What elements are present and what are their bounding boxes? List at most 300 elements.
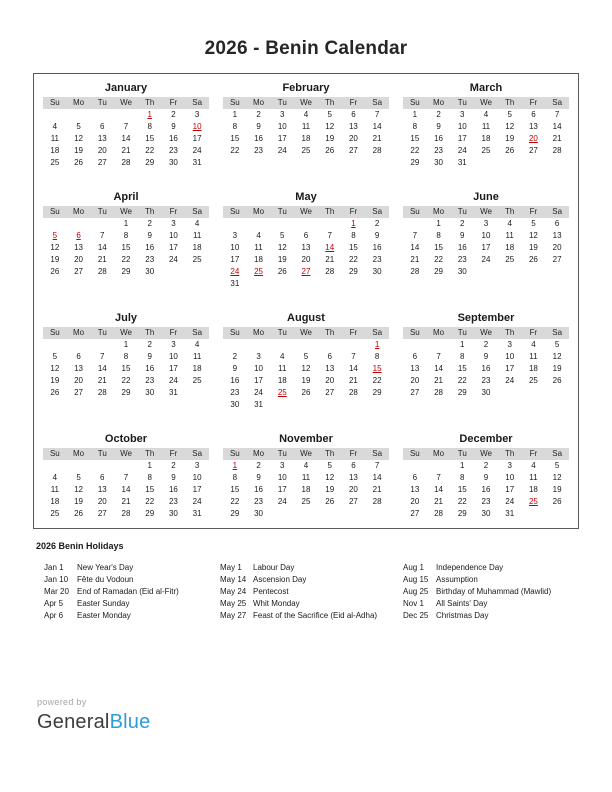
day-cell: 14: [434, 485, 444, 494]
holiday-date: May 27: [220, 611, 247, 620]
day-cell: 12: [277, 243, 287, 252]
day-cell: 28: [348, 388, 358, 397]
holiday-day-cell: 1: [374, 340, 380, 349]
day-cell: 5: [52, 352, 58, 361]
weekday-header: Su: [223, 206, 247, 218]
weekday-header: Su: [403, 97, 427, 109]
weekday-header: Tu: [270, 206, 294, 218]
holidays-section: [36, 541, 612, 622]
day-cell: 1: [412, 110, 418, 119]
weekday-header: Fr: [162, 327, 186, 339]
weekday-header: Fr: [342, 97, 366, 109]
day-cell: 14: [348, 364, 358, 373]
day-cell: 17: [230, 255, 240, 264]
day-cell: 7: [412, 231, 418, 240]
month-day-grid: [43, 206, 209, 278]
day-cell: 10: [168, 231, 178, 240]
day-cell: 3: [232, 231, 238, 240]
day-cell: 8: [123, 231, 129, 240]
holiday-name: Independence Day: [436, 563, 504, 572]
day-cell: 25: [505, 255, 515, 264]
day-cell: 27: [552, 255, 562, 264]
day-cell: 16: [230, 376, 240, 385]
day-cell: 21: [434, 497, 444, 506]
day-cell: 23: [434, 146, 444, 155]
weekday-header: Th: [318, 448, 342, 460]
weekday-header: Sa: [545, 327, 569, 339]
months-grid: [43, 82, 569, 520]
holiday-entry: [403, 586, 612, 598]
empty-day-cell: [223, 218, 247, 230]
holiday-day-cell: 14: [325, 243, 335, 252]
day-cell: 28: [552, 146, 562, 155]
day-cell: 2: [256, 110, 261, 119]
day-cell: 27: [410, 388, 420, 397]
day-cell: 22: [145, 497, 155, 506]
day-cell: 18: [505, 243, 515, 252]
day-cell: 18: [254, 255, 264, 264]
day-cell: 21: [552, 134, 562, 143]
weekday-header: Su: [403, 206, 427, 218]
day-cell: 8: [351, 231, 356, 240]
holiday-day-cell: 20: [528, 134, 538, 143]
day-cell: 6: [412, 473, 418, 482]
day-cell: 29: [457, 388, 467, 397]
weekday-header: We: [474, 327, 498, 339]
day-cell: 18: [50, 497, 60, 506]
weekday-header: Fr: [522, 448, 546, 460]
holiday-date: Jan 10: [44, 575, 69, 584]
day-cell: 20: [552, 243, 562, 252]
weekday-header: Su: [43, 206, 67, 218]
day-cell: 3: [194, 461, 200, 470]
month-day-grid: [403, 206, 569, 278]
day-cell: 17: [254, 376, 264, 385]
day-cell: 27: [410, 509, 420, 518]
weekday-header: Fr: [162, 206, 186, 218]
day-cell: 7: [374, 110, 380, 119]
day-cell: 8: [460, 473, 465, 482]
weekday-header: Fr: [162, 448, 186, 460]
day-cell: 3: [507, 340, 512, 349]
day-cell: 15: [457, 485, 467, 494]
empty-day-cell: [403, 460, 427, 472]
day-cell: 28: [97, 267, 107, 276]
day-cell: 28: [410, 267, 420, 276]
day-cell: 14: [410, 243, 420, 252]
holiday-entry: [220, 586, 403, 598]
day-cell: 26: [277, 267, 287, 276]
empty-day-cell: [67, 109, 91, 121]
day-cell: 12: [325, 122, 335, 131]
weekday-header: Fr: [342, 206, 366, 218]
empty-day-cell: [318, 339, 342, 351]
day-cell: 11: [481, 122, 491, 131]
weekday-header: Fr: [522, 206, 546, 218]
day-cell: 29: [145, 509, 155, 518]
day-cell: 27: [325, 388, 335, 397]
weekday-header: Su: [403, 327, 427, 339]
day-cell: 18: [50, 146, 60, 155]
month-december: [403, 433, 569, 520]
day-cell: 12: [74, 485, 84, 494]
day-cell: 6: [303, 231, 309, 240]
day-cell: 16: [481, 485, 491, 494]
empty-day-cell: [43, 218, 67, 230]
empty-day-cell: [427, 460, 451, 472]
weekday-header: Fr: [162, 97, 186, 109]
day-cell: 4: [531, 340, 536, 349]
day-cell: 10: [277, 473, 287, 482]
day-cell: 19: [277, 255, 287, 264]
day-cell: 7: [351, 352, 356, 361]
day-cell: 22: [372, 376, 382, 385]
day-cell: 14: [97, 243, 107, 252]
day-cell: 10: [505, 473, 515, 482]
holiday-day-cell: 1: [232, 461, 238, 470]
day-cell: 26: [552, 376, 562, 385]
day-cell: 14: [121, 485, 131, 494]
day-cell: 27: [528, 146, 538, 155]
weekday-header: Su: [223, 448, 247, 460]
day-cell: 18: [528, 364, 538, 373]
day-cell: 29: [434, 267, 444, 276]
day-cell: 22: [457, 497, 467, 506]
day-cell: 31: [168, 388, 178, 397]
day-cell: 29: [372, 388, 382, 397]
day-cell: 30: [230, 400, 240, 409]
holiday-name: Assumption: [436, 575, 478, 584]
day-cell: 17: [277, 485, 287, 494]
weekday-header: Sa: [365, 448, 389, 460]
day-cell: 1: [123, 340, 129, 349]
day-cell: 17: [192, 134, 202, 143]
day-cell: 22: [434, 255, 444, 264]
day-cell: 12: [74, 134, 84, 143]
day-cell: 1: [123, 219, 129, 228]
weekday-header: Th: [498, 327, 522, 339]
day-cell: 22: [230, 146, 240, 155]
weekday-header: We: [114, 448, 138, 460]
day-cell: 4: [483, 110, 489, 119]
day-cell: 18: [301, 485, 311, 494]
day-cell: 14: [552, 122, 562, 131]
holiday-name: Labour Day: [253, 563, 295, 572]
day-cell: 9: [460, 231, 465, 240]
day-cell: 22: [457, 376, 467, 385]
day-cell: 30: [457, 267, 467, 276]
footer: [37, 697, 150, 734]
month-day-grid: [403, 448, 569, 520]
month-day-grid: [223, 97, 389, 157]
empty-day-cell: [403, 339, 427, 351]
day-cell: 16: [168, 485, 178, 494]
weekday-header: Mo: [247, 448, 271, 460]
day-cell: 20: [74, 255, 84, 264]
day-cell: 2: [256, 461, 261, 470]
day-cell: 25: [50, 509, 60, 518]
weekday-header: Th: [138, 327, 162, 339]
holiday-entry: [44, 574, 220, 586]
day-cell: 22: [145, 146, 155, 155]
day-cell: 5: [303, 352, 309, 361]
day-cell: 11: [50, 485, 59, 494]
day-cell: 2: [147, 340, 152, 349]
day-cell: 5: [76, 473, 81, 482]
weekday-header: Tu: [270, 97, 294, 109]
day-cell: 5: [507, 110, 512, 119]
day-cell: 10: [481, 231, 491, 240]
day-cell: 9: [147, 352, 152, 361]
day-cell: 8: [147, 122, 152, 131]
day-cell: 29: [145, 158, 155, 167]
brand-logo: [37, 711, 150, 734]
weekday-header: Tu: [450, 206, 474, 218]
holiday-entry: [44, 610, 220, 622]
day-cell: 13: [410, 485, 420, 494]
holiday-entry: [220, 610, 403, 622]
weekday-header: We: [114, 206, 138, 218]
day-cell: 13: [410, 364, 420, 373]
day-cell: 19: [552, 364, 562, 373]
day-cell: 30: [481, 509, 491, 518]
month-july: [43, 312, 209, 399]
month-day-grid: [43, 448, 209, 520]
day-cell: 24: [192, 146, 202, 155]
day-cell: 13: [74, 243, 84, 252]
holiday-day-cell: 27: [301, 267, 311, 276]
day-cell: 10: [277, 122, 287, 131]
holiday-name: Fête du Vodoun: [77, 575, 134, 584]
day-cell: 27: [97, 509, 107, 518]
day-cell: 16: [372, 243, 382, 252]
day-cell: 20: [410, 497, 420, 506]
weekday-header: Th: [498, 97, 522, 109]
day-cell: 10: [230, 243, 240, 252]
day-cell: 4: [303, 110, 309, 119]
day-cell: 30: [434, 158, 444, 167]
holiday-entry: [220, 562, 403, 574]
day-cell: 17: [277, 134, 287, 143]
holiday-day-cell: 1: [147, 110, 152, 119]
day-cell: 9: [436, 122, 441, 131]
weekday-header: Tu: [450, 97, 474, 109]
day-cell: 11: [529, 352, 538, 361]
holiday-date: Aug 15: [403, 575, 429, 584]
day-cell: 26: [301, 388, 311, 397]
weekday-header: Tu: [270, 448, 294, 460]
day-cell: 2: [483, 340, 489, 349]
empty-day-cell: [90, 218, 114, 230]
weekday-header: Su: [223, 327, 247, 339]
month-day-grid: [223, 448, 389, 520]
day-cell: 24: [505, 376, 515, 385]
month-day-grid: [223, 206, 389, 290]
day-cell: 30: [145, 267, 155, 276]
month-april: [43, 191, 209, 278]
month-september: [403, 312, 569, 399]
day-cell: 12: [325, 473, 335, 482]
day-cell: 23: [168, 497, 178, 506]
day-cell: 26: [74, 509, 84, 518]
day-cell: 8: [460, 352, 465, 361]
weekday-header: We: [294, 448, 318, 460]
month-title: March: [469, 82, 503, 94]
day-cell: 29: [457, 509, 467, 518]
day-cell: 31: [192, 509, 202, 518]
day-cell: 9: [483, 352, 489, 361]
day-cell: 18: [301, 134, 311, 143]
holiday-entry: [44, 586, 220, 598]
weekday-header: Th: [498, 206, 522, 218]
holiday-name: Easter Monday: [77, 611, 131, 620]
weekday-header: Th: [318, 206, 342, 218]
day-cell: 27: [97, 158, 107, 167]
day-cell: 23: [230, 388, 240, 397]
day-cell: 13: [552, 231, 562, 240]
day-cell: 17: [168, 364, 178, 373]
empty-day-cell: [427, 339, 451, 351]
day-cell: 30: [481, 388, 491, 397]
day-cell: 24: [277, 497, 287, 506]
holiday-date: May 14: [220, 575, 247, 584]
day-cell: 16: [168, 134, 178, 143]
day-cell: 13: [97, 134, 107, 143]
day-cell: 29: [121, 267, 131, 276]
day-cell: 21: [434, 376, 444, 385]
weekday-header: Mo: [427, 448, 451, 460]
holiday-name: Easter Sunday: [77, 599, 130, 608]
day-cell: 24: [192, 497, 202, 506]
day-cell: 23: [254, 497, 264, 506]
day-cell: 12: [505, 122, 515, 131]
empty-day-cell: [403, 218, 427, 230]
day-cell: 10: [505, 352, 515, 361]
day-cell: 13: [325, 364, 335, 373]
day-cell: 29: [230, 509, 240, 518]
month-day-grid: [223, 327, 389, 411]
day-cell: 27: [74, 388, 84, 397]
weekday-header: Sa: [185, 327, 209, 339]
day-cell: 10: [457, 122, 467, 131]
day-cell: 25: [481, 146, 491, 155]
day-cell: 24: [277, 146, 287, 155]
day-cell: 22: [410, 146, 420, 155]
day-cell: 13: [74, 364, 84, 373]
day-cell: 16: [254, 485, 264, 494]
day-cell: 28: [434, 388, 444, 397]
day-cell: 28: [325, 267, 335, 276]
weekday-header: Fr: [342, 448, 366, 460]
day-cell: 6: [351, 461, 356, 470]
holiday-column: [403, 562, 612, 622]
weekday-header: Sa: [545, 448, 569, 460]
day-cell: 31: [230, 279, 240, 288]
day-cell: 2: [436, 110, 441, 119]
holiday-day-cell: 25: [528, 497, 538, 506]
weekday-header: Sa: [545, 206, 569, 218]
day-cell: 23: [145, 255, 155, 264]
day-cell: 7: [374, 461, 380, 470]
weekday-header: Th: [138, 206, 162, 218]
empty-day-cell: [342, 339, 366, 351]
day-cell: 4: [194, 219, 200, 228]
weekday-header: Tu: [90, 206, 114, 218]
holiday-name: New Year's Day: [77, 563, 134, 572]
calendar-box: [33, 73, 579, 529]
day-cell: 6: [554, 219, 560, 228]
weekday-header: Sa: [365, 206, 389, 218]
brand-blue-text: Blue: [109, 711, 151, 733]
day-cell: 3: [280, 110, 285, 119]
day-cell: 28: [372, 146, 382, 155]
holiday-name: Birthday of Muhammad (Mawlid): [436, 587, 552, 596]
day-cell: 8: [232, 473, 238, 482]
day-cell: 21: [97, 255, 107, 264]
day-cell: 11: [301, 473, 311, 482]
month-day-grid: [43, 97, 209, 169]
day-cell: 18: [192, 364, 202, 373]
month-title: May: [295, 191, 317, 203]
day-cell: 21: [97, 376, 107, 385]
day-cell: 7: [436, 352, 441, 361]
day-cell: 28: [372, 497, 382, 506]
day-cell: 26: [74, 158, 84, 167]
empty-day-cell: [67, 339, 91, 351]
day-cell: 25: [50, 158, 60, 167]
day-cell: 12: [528, 231, 538, 240]
weekday-header: Su: [43, 448, 67, 460]
day-cell: 23: [254, 146, 264, 155]
weekday-header: Mo: [427, 327, 451, 339]
day-cell: 2: [171, 110, 176, 119]
day-cell: 15: [121, 243, 131, 252]
day-cell: 5: [531, 219, 536, 228]
day-cell: 21: [372, 485, 382, 494]
day-cell: 11: [505, 231, 514, 240]
holiday-day-cell: 6: [76, 231, 81, 240]
day-cell: 1: [436, 219, 441, 228]
day-cell: 23: [481, 376, 491, 385]
day-cell: 15: [121, 364, 131, 373]
empty-day-cell: [270, 339, 294, 351]
weekday-header: Th: [318, 97, 342, 109]
weekday-header: Sa: [545, 97, 569, 109]
day-cell: 1: [232, 110, 238, 119]
day-cell: 4: [194, 340, 200, 349]
empty-day-cell: [90, 109, 114, 121]
weekday-header: Sa: [185, 206, 209, 218]
empty-day-cell: [270, 218, 294, 230]
weekday-header: Mo: [67, 97, 91, 109]
weekday-header: We: [474, 206, 498, 218]
weekday-header: Fr: [342, 327, 366, 339]
day-cell: 24: [457, 146, 467, 155]
weekday-header: Mo: [67, 327, 91, 339]
day-cell: 9: [147, 231, 152, 240]
day-cell: 31: [254, 400, 264, 409]
day-cell: 9: [171, 473, 176, 482]
day-cell: 11: [278, 364, 287, 373]
holiday-day-cell: 25: [277, 388, 287, 397]
day-cell: 13: [301, 243, 311, 252]
weekday-header: Su: [43, 97, 67, 109]
day-cell: 8: [436, 231, 441, 240]
weekday-header: Fr: [522, 327, 546, 339]
day-cell: 3: [171, 219, 176, 228]
day-cell: 30: [145, 388, 155, 397]
holiday-date: May 1: [220, 563, 242, 572]
